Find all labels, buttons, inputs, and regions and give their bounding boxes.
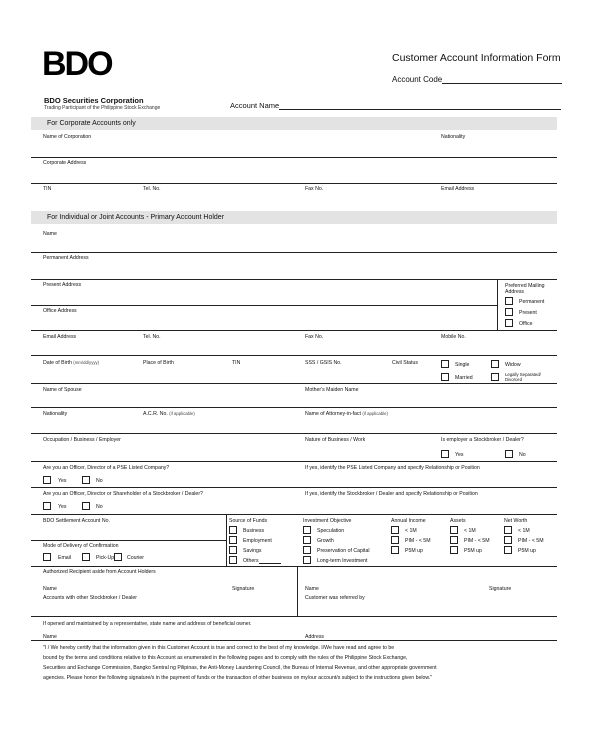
mother-maiden-label: Mother's Maiden Name (305, 387, 359, 393)
employer-no-checkbox[interactable] (505, 450, 513, 458)
objective-longterm-label: Long-term Investment (317, 558, 368, 564)
divider (31, 279, 557, 280)
income-1-label: < 1M (405, 528, 417, 534)
mailing-office-checkbox[interactable] (505, 319, 513, 327)
corp-tel-label: Tel. No. (143, 186, 161, 192)
account-name-label: Account Name (230, 101, 280, 110)
networth-1-label: < 1M (518, 528, 530, 534)
other-broker-accounts-label: Accounts with other Stockbroker / Dealer (43, 595, 137, 601)
divider (31, 407, 557, 408)
permanent-address-label: Permanent Address (43, 255, 89, 261)
corp-email-label: Email Address (441, 186, 475, 192)
occupation-label: Occupation / Business / Employer (43, 437, 121, 443)
present-address-label: Present Address (43, 282, 82, 288)
rep-name-label: Name (43, 634, 57, 640)
account-code-label: Account Code (392, 75, 443, 84)
corporate-section-header: For Corporate Accounts only (31, 117, 557, 130)
certification-text (43, 643, 561, 683)
dob-label (43, 360, 99, 366)
attorney-label (305, 411, 388, 417)
ind-tin-label: TIN (232, 360, 241, 366)
assets-2-label: PIM - < 5M (464, 538, 490, 544)
acr-hint: (if applicable) (169, 411, 195, 416)
civil-status-label: Civil Status (392, 360, 418, 366)
objective-speculation-label: Speculation (317, 528, 345, 534)
delivery-email-label: Email (58, 555, 71, 561)
nature-business-label: Nature of Business / Work (305, 437, 366, 443)
stockbroker-employer-label: Is employer a Stockbroker / Dealer? (441, 437, 524, 443)
dob-text: Date of Birth (43, 360, 72, 366)
civil-single-checkbox[interactable] (441, 360, 449, 368)
civil-widow-label: Widow (505, 362, 521, 368)
mailing-permanent-checkbox[interactable] (505, 297, 513, 305)
objective-growth-label: Growth (317, 538, 334, 544)
delivery-pickup-checkbox[interactable] (82, 553, 90, 561)
networth-2-checkbox[interactable] (504, 536, 512, 544)
assets-2-checkbox[interactable] (450, 536, 458, 544)
delivery-email-checkbox[interactable] (43, 553, 51, 561)
income-3-checkbox[interactable] (391, 546, 399, 554)
ind-nationality-label: Nationality (43, 411, 68, 417)
divider (31, 305, 497, 306)
referred-by-label: Customer was referred by (305, 595, 365, 601)
assets-label: Assets (450, 518, 466, 524)
corporate-address-label: Corporate Address (43, 160, 87, 166)
networth-2-label: PIM - < 5M (518, 538, 544, 544)
civil-married-label: Married (455, 375, 473, 381)
divider (31, 461, 557, 462)
account-code-field[interactable] (392, 75, 562, 84)
name-of-corporation-label: Name of Corporation (43, 134, 92, 140)
individual-section-header: For Individual or Joint Accounts - Primary Account Holder (31, 211, 557, 224)
assets-1-checkbox[interactable] (450, 526, 458, 534)
form-title: Customer Account Information Form (392, 52, 561, 64)
objective-preservation-checkbox[interactable] (303, 546, 311, 554)
civil-widow-checkbox[interactable] (491, 360, 499, 368)
bdo-logo: BDO (42, 45, 112, 83)
pse-yes-label: Yes (58, 478, 67, 484)
source-business-label: Business (243, 528, 265, 534)
mailing-present-checkbox[interactable] (505, 308, 513, 316)
authorized-recipient-label: Authorized Recipient aside from Account Holders (43, 569, 156, 575)
pse-officer-question: Are you an Officer, Director of a PSE Listed Company? (43, 465, 170, 471)
divider (31, 514, 557, 515)
objective-preservation-label: Preservation of Capital (317, 548, 370, 554)
sss-label: SSS / GSIS No. (305, 360, 342, 366)
mailing-office-label: Office (519, 321, 533, 327)
auth-name-label: Name (43, 586, 57, 592)
objective-growth-checkbox[interactable] (303, 536, 311, 544)
employer-no-label: No (519, 452, 526, 458)
name-label: Name (43, 231, 57, 237)
divider (31, 355, 557, 356)
corp-nationality-label: Nationality (441, 134, 466, 140)
divider (31, 183, 557, 184)
representative-note: If opened and maintained by a representative, state name and address of beneficial owner. (43, 621, 252, 627)
annual-income-label: Annual Income (391, 518, 426, 524)
source-others-line (259, 558, 281, 564)
networth-3-label: P5M up (518, 548, 536, 554)
source-savings-label: Savings (243, 548, 262, 554)
pse-no-checkbox[interactable] (82, 476, 90, 484)
source-employment-label: Employment (243, 538, 272, 544)
preferred-mailing-label: Preferred Mailing Address (505, 283, 545, 295)
account-name-line (279, 101, 561, 110)
divider (31, 157, 557, 158)
broker-yes-checkbox[interactable] (43, 502, 51, 510)
income-3-label: P5M up (405, 548, 423, 554)
delivery-courier-label: Courier (127, 555, 145, 561)
delivery-pickup-label: Pick-Up (96, 555, 115, 561)
broker-no-label: No (96, 504, 103, 510)
assets-3-checkbox[interactable] (450, 546, 458, 554)
pse-yes-checkbox[interactable] (43, 476, 51, 484)
objective-longterm-checkbox[interactable] (303, 556, 311, 564)
delivery-mode-label: Mode of Delivery of Confirmation (43, 543, 119, 549)
attorney-text: Name of Attorney-in-fact (305, 411, 361, 417)
divider (31, 330, 557, 331)
office-address-label: Office Address (43, 308, 77, 314)
employer-yes-checkbox[interactable] (441, 450, 449, 458)
acr-text: A.C.R. No. (143, 411, 168, 417)
civil-separated-checkbox[interactable] (491, 373, 499, 381)
ind-email-label: Email Address (43, 334, 77, 340)
mailing-present-label: Present (519, 310, 537, 316)
source-others-field[interactable] (243, 558, 281, 564)
source-business-checkbox[interactable] (229, 526, 237, 534)
account-code-line (442, 75, 562, 84)
income-2-label: PIM - < 5M (405, 538, 431, 544)
civil-separated-label: Legally Separated/ Divorced (505, 372, 541, 382)
broker-officer-question: Are you an Officer, Director or Shareholder of a Stockbroker / Dealer? (43, 491, 203, 497)
account-name-field[interactable] (230, 101, 561, 110)
ind-mobile-label: Mobile No. (441, 334, 466, 340)
certification-line: bound by the terms and conditions relative to this Account as enumerated in the following pages and to comply with the rules of the Philippine Stock Exchange, (43, 655, 408, 661)
divider (297, 566, 298, 616)
company-subtitle: Trading Participant of the Philippine Stock Exchange (44, 105, 161, 111)
settlement-account-label: BDO Settlement Account No. (43, 518, 110, 524)
pse-no-label: No (96, 478, 103, 484)
auth-signature-label: Signature (232, 586, 255, 592)
divider (31, 252, 557, 253)
divider (31, 566, 557, 567)
spouse-label: Name of Spouse (43, 387, 82, 393)
pse-officer-specify: If yes, identify the PSE Listed Company and specify Relationship or Position (305, 465, 480, 471)
source-of-funds-label: Source of Funds (229, 518, 268, 524)
networth-3-checkbox[interactable] (504, 546, 512, 554)
source-others-checkbox[interactable] (229, 556, 237, 564)
assets-3-label: P5M up (464, 548, 482, 554)
employer-yes-label: Yes (455, 452, 464, 458)
company-name: BDO Securities Corporation (44, 96, 144, 105)
broker-yes-label: Yes (58, 504, 67, 510)
auth-name-label-2: Name (305, 586, 319, 592)
attorney-hint: (if applicable) (362, 411, 388, 416)
corp-fax-label: Fax No. (305, 186, 324, 192)
rep-address-label: Address (305, 634, 325, 640)
income-2-checkbox[interactable] (391, 536, 399, 544)
place-of-birth-label: Place of Birth (143, 360, 174, 366)
delivery-courier-checkbox[interactable] (114, 553, 122, 561)
source-employment-checkbox[interactable] (229, 536, 237, 544)
acr-label (143, 411, 195, 417)
certification-line: agencies. Please honor the following signature/s in the payment of funds or the transaction of other business on my/our account/s subject to the instructions given below." (43, 675, 433, 681)
civil-married-checkbox[interactable] (441, 373, 449, 381)
broker-no-checkbox[interactable] (82, 502, 90, 510)
objective-speculation-checkbox[interactable] (303, 526, 311, 534)
divider (226, 514, 227, 566)
networth-1-checkbox[interactable] (504, 526, 512, 534)
divider (31, 616, 557, 617)
broker-officer-specify: If yes, identify the Stockbroker / Dealer and specify Relationship or Position (305, 491, 478, 497)
divider (31, 487, 557, 488)
corp-tin-label: TIN (43, 186, 52, 192)
income-1-checkbox[interactable] (391, 526, 399, 534)
divider (31, 640, 557, 641)
divider (497, 279, 498, 330)
ind-tel-label: Tel. No. (143, 334, 161, 340)
net-worth-label: Net Worth (504, 518, 528, 524)
ind-fax-label: Fax No. (305, 334, 324, 340)
auth-signature-label-2: Signature (489, 586, 512, 592)
divider (31, 383, 557, 384)
certification-line: "I / We hereby certify that the information given in this Customer Account is true and correct to the best of my knowledge. I/We have read and agree to be (43, 645, 395, 651)
investment-objective-label: Investment Objective (303, 518, 352, 524)
divider (31, 540, 226, 541)
source-others-label: Others (243, 558, 259, 564)
assets-1-label: < 1M (464, 528, 476, 534)
divider (31, 433, 557, 434)
certification-line: Securities and Exchange Commission, Bangko Sentral ng Pilipinas, the Anti-Money Laundering Council, the Bureau of Internal Revenue, and other appropriate government (43, 665, 437, 671)
mailing-permanent-label: Permanent (519, 299, 545, 305)
civil-single-label: Single (455, 362, 470, 368)
source-savings-checkbox[interactable] (229, 546, 237, 554)
dob-hint: (mm/dd/yyyy) (73, 360, 100, 365)
